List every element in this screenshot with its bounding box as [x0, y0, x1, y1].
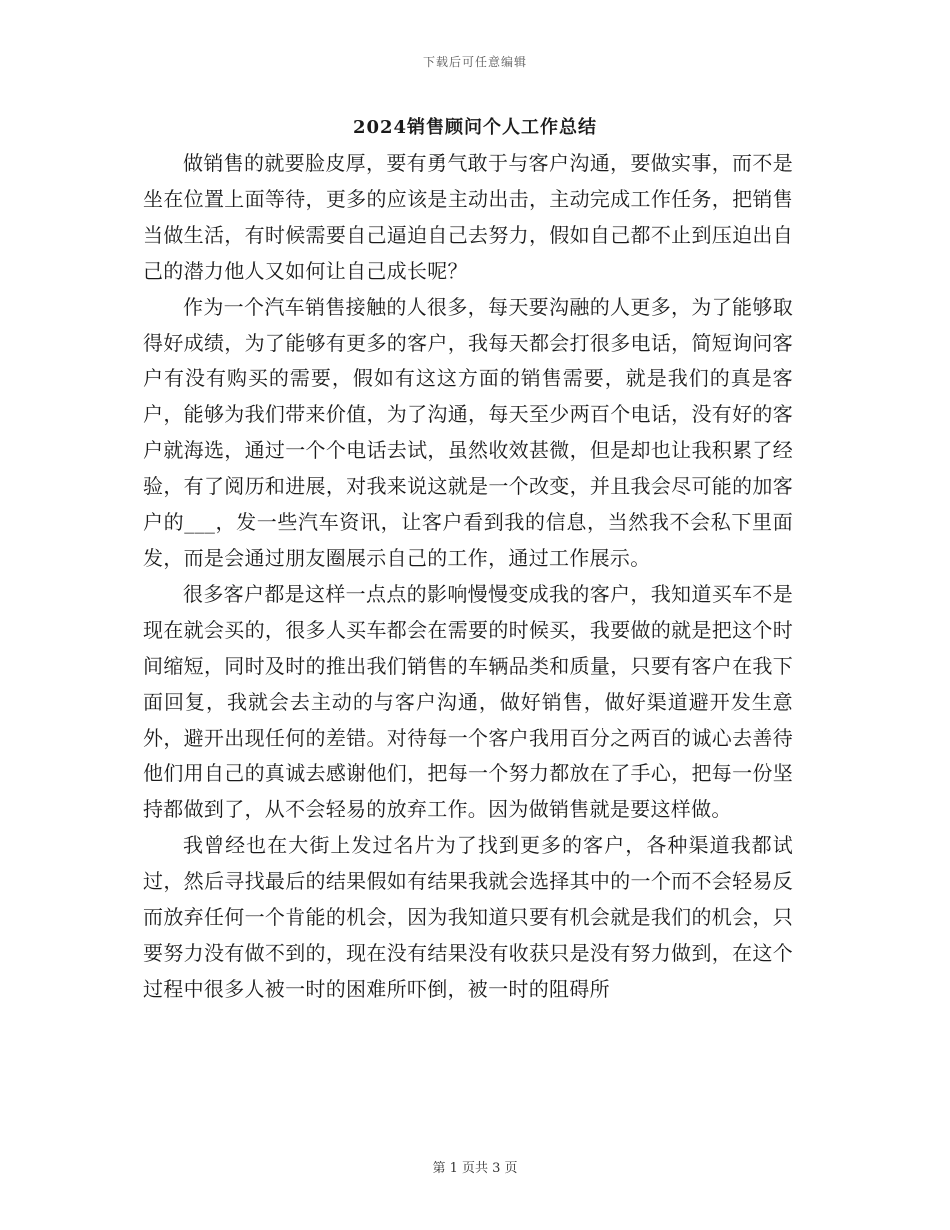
page-header-note: 下载后可任意编辑 [422, 55, 527, 69]
page-number: 第 1 页共 3 页 [432, 1161, 518, 1176]
paragraph: 我曾经也在大街上发过名片为了找到更多的客户，各种渠道我都试过，然后寻找最后的结果假如有结果我就会选择其中的一个而不会轻易反而放弃任何一个肯能的机会，因为我知道只要有机会就是我们的机会，只要努力没有做不到的，现在没有结果没有收获只是没有努力做到，在这个过程中很多人被一时的困难所吓倒，被一时的阻碍所 [143, 833, 793, 1001]
paragraph: 做销售的就要脸皮厚，要有勇气敢于与客户沟通，要做实事，而不是坐在位置上面等待，更多的应该是主动出击，主动完成工作任务，把销售当做生活，有时候需要自己逼迫自己去努力，假如自己都不止到压迫出自己的潜力他人又如何让自己成长呢？ [143, 151, 793, 283]
document-body [143, 146, 793, 1008]
paragraph: 很多客户都是这样一点点的影响慢慢变成我的客户，我知道买车不是现在就会买的，很多人买车都会在需要的时候买，我要做的就是把这个时间缩短，同时及时的推出我们销售的车辆品类和质量，只要有客户在我下面回复，我就会去主动的与客户沟通，做好销售，做好渠道避开发生意外，避开出现任何的差错。对待每一个客户我用百分之两百的诚心去善待他们用自己的真诚去感谢他们，把每一个努力都放在了手心，把每一份坚持都做到了，从不会轻易的放弃工作。因为做销售就是要这样做。 [143, 581, 793, 822]
document-title: 2024销售顾问个人工作总结 [352, 117, 598, 138]
paragraph: 作为一个汽车销售接触的人很多，每天要沟融的人更多，为了能够取得好成绩，为了能够有更多的客户，我每天都会打很多电话，简短询问客户有没有购买的需要，假如有这这方面的销售需要，就是我们的真是客户，能够为我们带来价值，为了沟通，每天至少两百个电话，没有好的客户就海选，通过一个个电话去试，虽然收效甚微，但是却也让我积累了经验，有了阅历和进展，对我来说这就是一个改变，并且我会尽可能的加客户的___，发一些汽车资讯，让客户看到我的信息，当然我不会私下里面发，而是会通过朋友圈展示自己的工作，通过工作展示。 [143, 294, 793, 570]
